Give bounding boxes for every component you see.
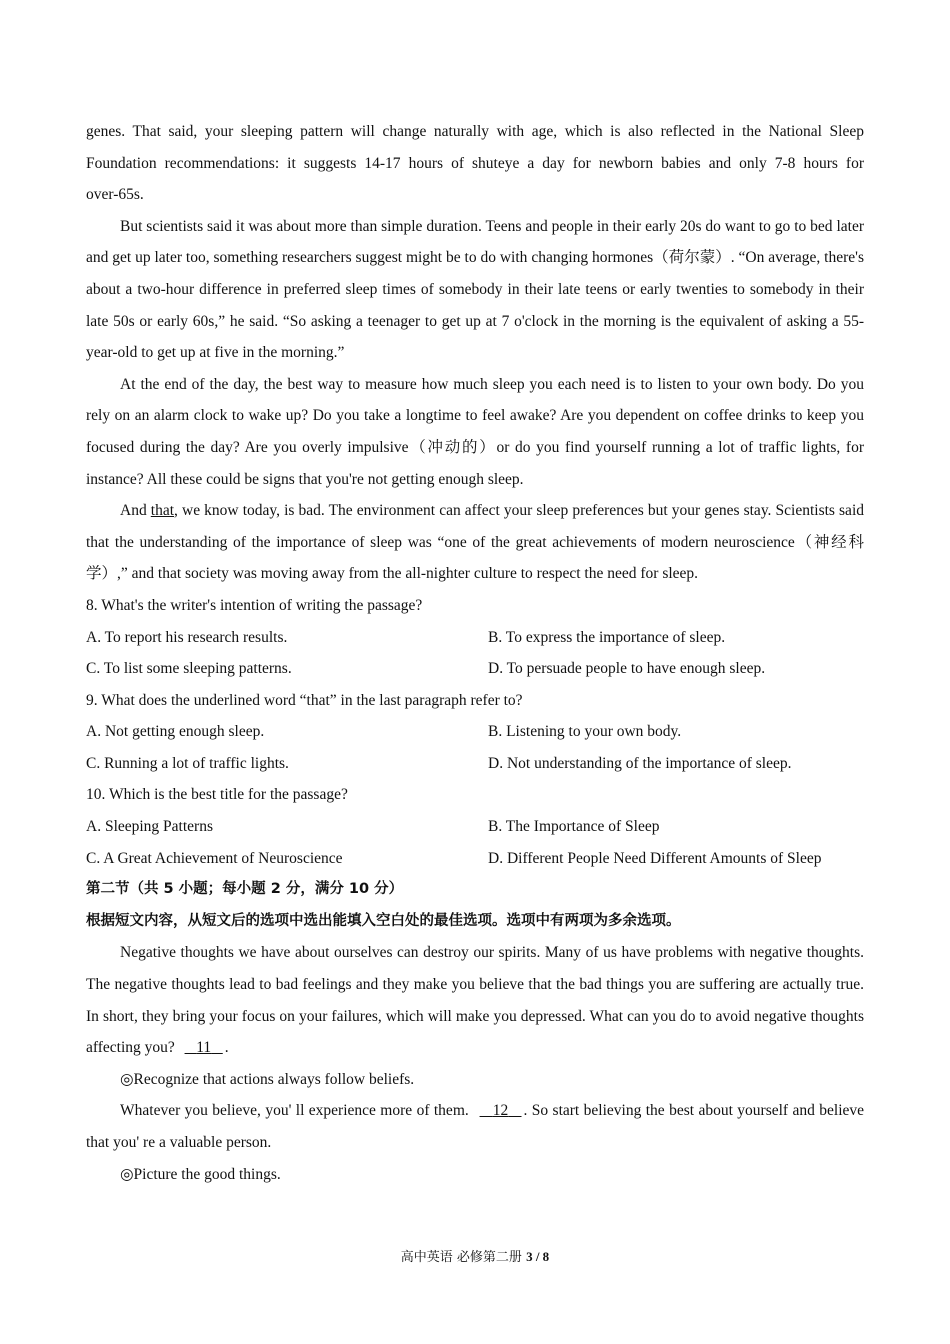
option-b: B. The Importance of Sleep	[488, 818, 660, 836]
section-2-heading: 第二节（共 5 小题；每小题 2 分，满分 10 分）	[86, 881, 404, 898]
point-2: ◎Picture the good things.	[120, 1165, 281, 1183]
question-8	[86, 590, 864, 685]
passage1-paragraph-3: At the end of the day, the best way to measure how much sleep you each need is to listen to your own body. Do you rely on an alarm clock to wake up? Do you take a longtime to feel awake? Are you dependent on coffee drinks to keep you focused during the day? Are you overly impulsive（冲动的）or do you find yourself running a lot of traffic lights, for instance? All these could be signs that you're not getting enough sleep.	[86, 375, 864, 488]
option-b: B. To express the importance of sleep.	[488, 628, 726, 646]
option-b: B. Listening to your own body.	[488, 723, 682, 741]
point-1: ◎Recognize that actions always follow beliefs.	[120, 1070, 415, 1088]
blank-12-number: 12	[492, 1102, 509, 1120]
passage1-paragraph-2: But scientists said it was about more than simple duration. Teens and people in their early 20s do want to go to bed later and get up later too, something researchers suggest might be to do with changing hormones（荷尔蒙）. “On average, there's about a two-hour difference in preferred sleep times of somebody in their late teens or early twenties to somebody in their late 50s or early 60s,” he said. “So asking a teenager to get up at 7 o'clock in the morning is the equivalent of asking a 55-year-old to get up at five in the morning.”	[86, 217, 864, 362]
question-stem: 9. What does the underlined word “that” in the last paragraph refer to?	[86, 691, 523, 709]
passage2-paragraph-2	[86, 1095, 864, 1158]
options-row	[86, 716, 864, 748]
page-content	[86, 116, 864, 1190]
passage1-line-1: genes. That said, your sleeping pattern will change naturally with age, which is also reflected in the National Sleep	[86, 123, 864, 140]
page-number: 3 / 8	[526, 1249, 550, 1264]
option-c: C. To list some sleeping patterns.	[86, 660, 292, 678]
option-a: A. Not getting enough sleep.	[86, 723, 265, 741]
option-d: D. Different People Need Different Amounts of Sleep	[488, 849, 822, 867]
question-stem: 8. What's the writer's intention of writing the passage?	[86, 596, 423, 614]
blank-11	[183, 1039, 225, 1056]
p4-before: And	[120, 502, 151, 520]
p4-after: , we know today, is bad. The environment can affect your sleep preferences but your genes stay. Scientists said that the understanding of the importance of sleep was “one of the great achievements of modern neuroscience（神经科学）,” and that society was moving away from the all-nighter culture to respect the need for sleep.	[86, 502, 864, 583]
option-c: C. A Great Achievement of Neuroscience	[86, 849, 343, 867]
options-row	[86, 622, 864, 654]
question-stem: 10. Which is the best title for the passage?	[86, 786, 348, 804]
p2-before: Whatever you believe, you' ll experience more of them.	[120, 1102, 469, 1120]
section-2-instruction: 根据短文内容，从短文后的选项中选出能填入空白处的最佳选项。选项中有两项为多余选项。	[86, 912, 681, 929]
option-d: D. Not understanding of the importance of sleep.	[488, 754, 792, 772]
question-10	[86, 779, 864, 874]
underlined-word-that: that	[150, 502, 175, 520]
option-a: A. Sleeping Patterns	[86, 818, 213, 836]
option-c: C. Running a lot of traffic lights.	[86, 754, 289, 772]
options-row	[86, 653, 864, 685]
footer-text: 高中英语 必修第二册	[400, 1250, 527, 1265]
option-a: A. To report his research results.	[86, 628, 288, 646]
passage1-line-2: Foundation recommendations: it suggests 14-17 hours of shuteye a day for newborn babies and only 7-8 hours for	[86, 154, 864, 172]
p1-text: Negative thoughts we have about ourselves can destroy our spirits. Many of us have problems with negative thoughts. The negative thoughts lead to bad feelings and they make you believe that the bad things you are suffering are actually true. In short, they bring your focus on your failures, which will make you depressed. What can you do to avoid negative thoughts affecting you?	[86, 944, 864, 1057]
p2-after: . So start believing the best about yourself and believe that you' re a valuable person.	[86, 1102, 865, 1151]
passage1-line-3: over-65s.	[86, 186, 144, 204]
question-9	[86, 685, 864, 780]
blank-12	[478, 1102, 524, 1119]
options-row	[86, 748, 864, 780]
page-footer	[0, 1246, 950, 1265]
blank-11-number: 11	[196, 1039, 212, 1057]
options-row	[86, 843, 864, 875]
option-d: D. To persuade people to have enough sleep.	[488, 660, 766, 678]
p1-end: .	[224, 1039, 229, 1057]
passage1-paragraph-4	[86, 495, 864, 590]
passage2-paragraph-1	[86, 937, 864, 1063]
options-row	[86, 811, 864, 843]
